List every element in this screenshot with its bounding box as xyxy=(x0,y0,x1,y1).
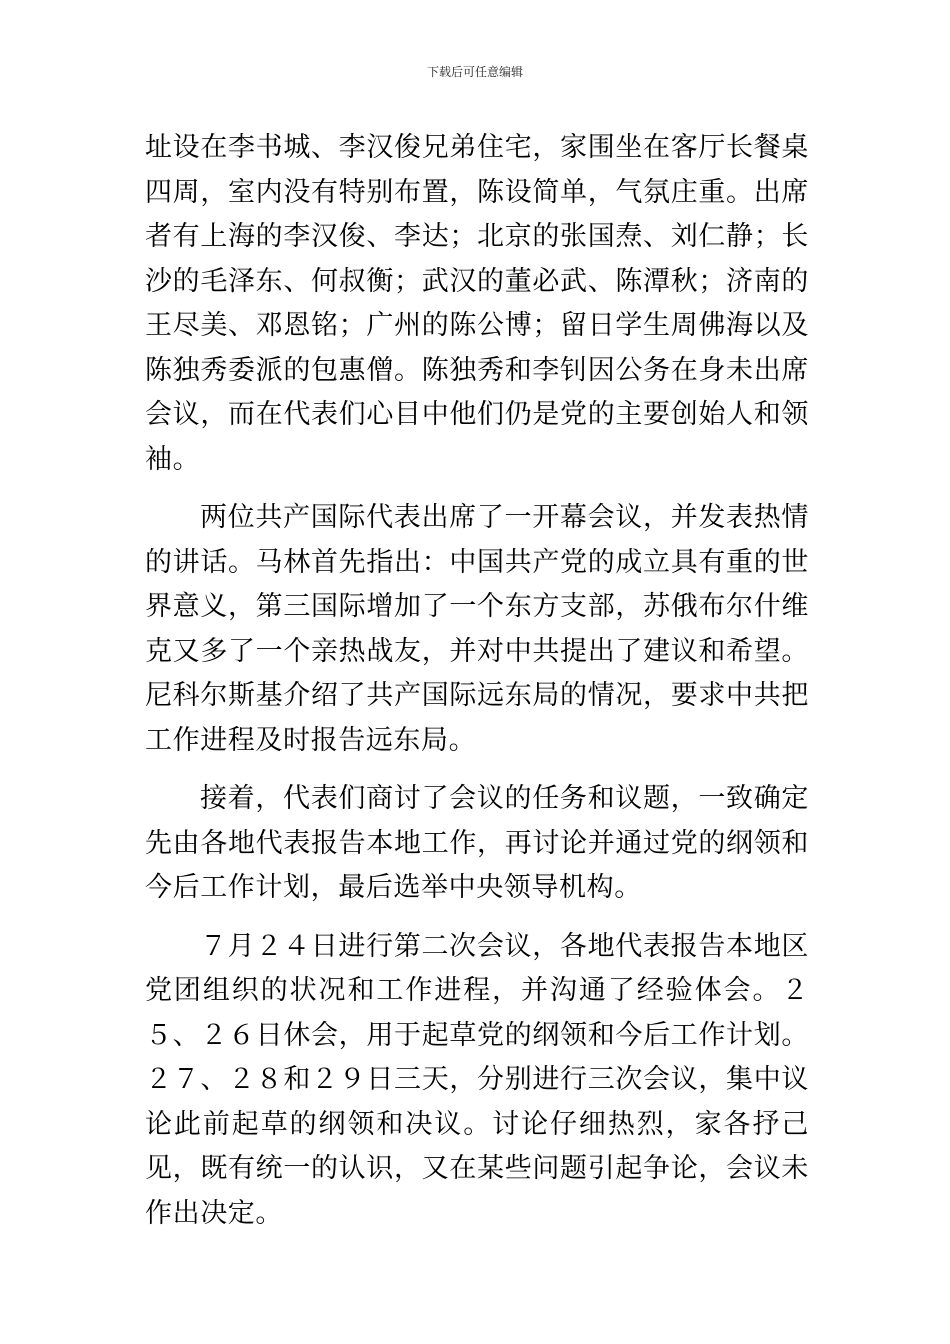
document-body xyxy=(145,126,809,1236)
paragraph-second-session: ７月２４日进行第二次会议，各地代表报告本地区党团组织的状况和工作进程，并沟通了经验体会。２５、２６日休会，用于起草党的纲领和今后工作计划。２７、２８和２９日三天，分别进行三次会议，集中议论此前起草的纲领和决议。讨论仔细热烈，家各抒己见，既有统一的认识，又在某些问题引起争论，会议未作出决定。 xyxy=(145,930,809,1229)
paragraph-meeting-attendees: 址设在李书城、李汉俊兄弟住宅，家围坐在客厅长餐桌四周，室内没有特别布置，陈设简单，气氛庄重。出席者有上海的李汉俊、李达；北京的张国焘、刘仁静；长沙的毛泽东、何叔衡；武汉的董必武、陈潭秋；济南的王尽美、邓恩铭；广州的陈公博；留日学生周佛海以及陈独秀委派的包惠僧。陈独秀和李钊因公务在身未出席会议，而在代表们心目中他们仍是党的主要创始人和领袖。 xyxy=(145,132,809,475)
paragraph-agenda: 接着，代表们商讨了会议的任务和议题，一致确定先由各地代表报告本地工作，再讨论并通过党的纲领和今后工作计划，最后选举中央领导机构。 xyxy=(145,783,809,903)
paragraph-comintern-speech: 两位共产国际代表出席了一开幕会议，并发表热情的讲话。马林首先指出：中国共产党的成立具有重的世界意义，第三国际增加了一个东方支部，苏俄布尔什维克又多了一个亲热战友，并对中共提出了建议和希望。尼科尔斯基介绍了共产国际远东局的情况，要求中共把工作进程及时报告远东局。 xyxy=(145,502,809,756)
page-header: 下载后可任意编辑 xyxy=(426,65,523,79)
